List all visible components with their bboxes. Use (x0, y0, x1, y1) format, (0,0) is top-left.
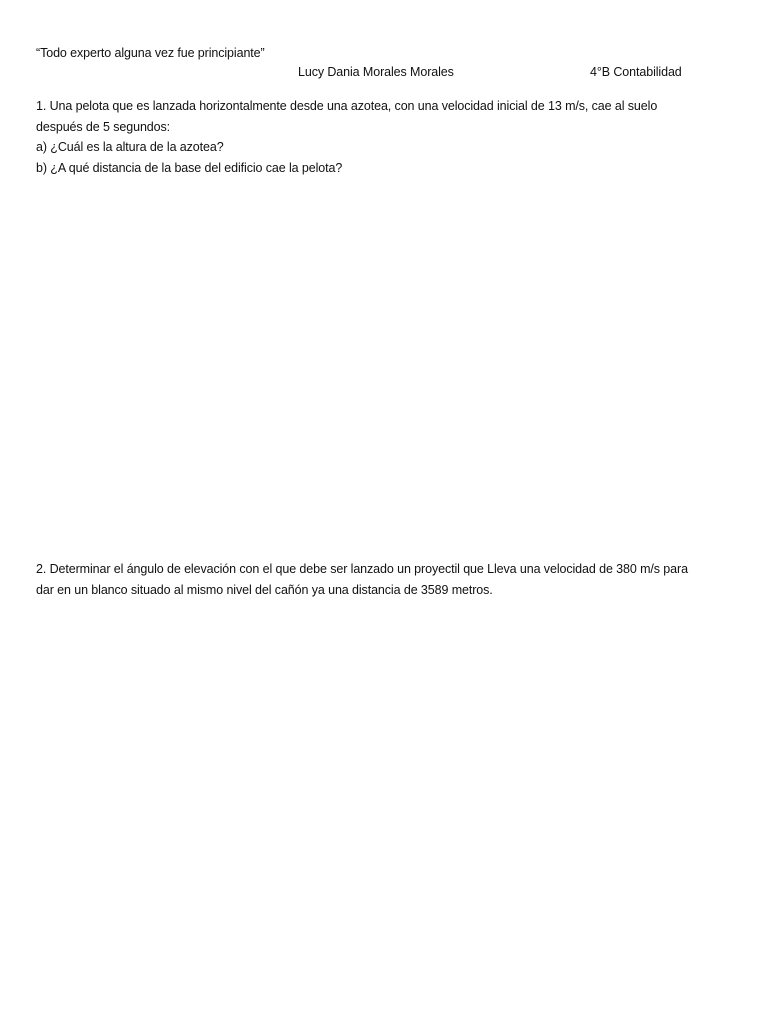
question-1 (36, 96, 736, 178)
question-2 (36, 559, 736, 600)
question-1-sub-b: b) ¿A qué distancia de la base del edificio cae la pelota? (36, 160, 343, 175)
motto: “Todo experto alguna vez fue principiante” (36, 46, 265, 60)
question-2-text-line-1: 2. Determinar el ángulo de elevación con el que debe ser lanzado un proyectil que Lleva una velocidad de 380 m/s para (36, 562, 688, 576)
question-1-sub-a: a) ¿Cuál es la altura de la azotea? (36, 140, 224, 154)
question-1-text-line-2: después de 5 segundos: (36, 119, 171, 134)
question-2-text-line-2: dar en un blanco situado al mismo nivel del cañón ya una distancia de 3589 metros. (36, 582, 493, 597)
group-label: 4°B Contabilidad (590, 65, 682, 79)
question-1-text-line-1: 1. Una pelota que es lanzada horizontalmente desde una azotea, con una velocidad inicial de 13 m/s, cae al suelo (36, 99, 658, 113)
student-name: Lucy Dania Morales Morales (298, 65, 454, 79)
